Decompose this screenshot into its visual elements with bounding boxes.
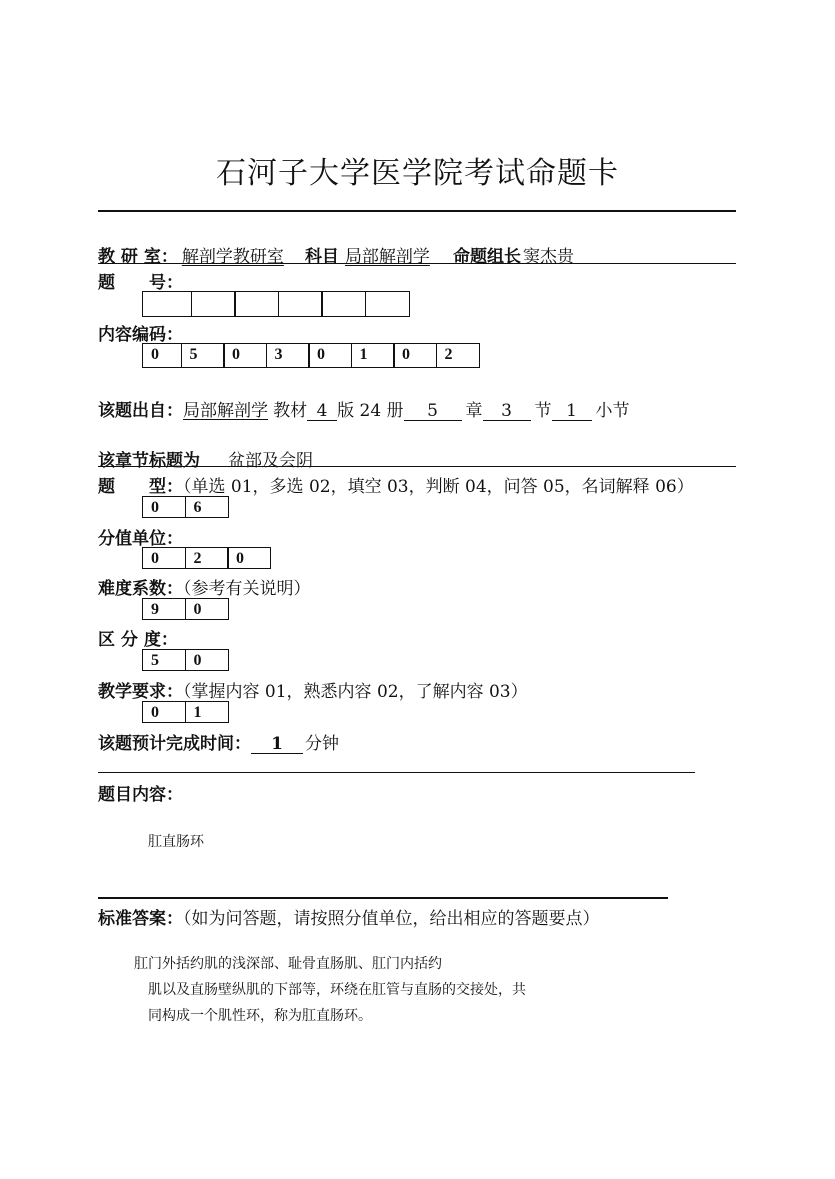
discrimination-cell: 0 [185,649,229,671]
header-row [98,242,736,267]
subject-value: 局部解剖学 [344,247,430,267]
code-cell: 0 [223,343,267,368]
page-title: 石河子大学医学院考试命题卡 [216,156,619,191]
score-label: 分值单位： [98,529,183,549]
time-unit: 分钟 [305,734,339,754]
time-value: 1 [251,735,303,754]
content-divider [98,772,695,773]
difficulty-cell: 9 [142,598,186,620]
leader-label: 命题组长 [453,247,522,267]
qnum-cell [191,291,236,317]
source-text: 节 [534,401,552,421]
requirement-boxes [142,701,229,723]
discrimination-boxes [142,649,229,671]
difficulty-row [98,574,311,599]
answer-label: 标准答案： [98,909,183,929]
chapter-title-label: 该章节标题为 [98,451,200,471]
code-cell: 0 [308,343,352,368]
subject-label: 科目 [304,247,339,267]
requirement-cell: 1 [185,701,229,723]
requirement-hint: （掌握内容 01，熟悉内容 02，了解内容 03） [183,682,528,702]
requirement-cell: 0 [142,701,186,723]
qtype-boxes [142,496,229,518]
discrimination-cell: 5 [142,649,186,671]
dept-label: 教 研 室： [98,247,178,267]
qnum-cell [234,291,279,317]
answer-row [98,904,600,929]
source-label: 该题出自： [98,401,183,421]
subsection-blank: 1 [552,402,592,421]
qnum-cell [278,291,323,317]
time-label: 该题预计完成时间： [98,734,251,754]
requirement-label: 教学要求： [98,682,183,702]
qtype-row [98,472,694,497]
source-row [98,396,630,421]
time-row [98,729,339,754]
edition-blank: 4 [307,402,337,421]
qtype-hint: （单选 01，多选 02，填空 03，判断 04，问答 05，名词解释 06） [183,477,694,497]
content-text: 肛直肠环 [148,834,204,850]
answer-line: 肛门外括约肌的浅深部、耻骨直肠肌、肛门内括约 [134,956,442,972]
difficulty-boxes [142,598,229,620]
content-label: 题目内容： [98,785,183,805]
answer-line: 同构成一个肌性环，称为肛直肠环。 [148,1008,372,1024]
qnum-boxes [142,291,410,317]
chapter-title-row [98,446,736,471]
code-cell: 2 [436,343,480,368]
discrimination-label: 区 分 度： [98,630,178,650]
difficulty-cell: 0 [185,598,229,620]
dept-value: 解剖学教研室 [181,247,284,267]
qnum-label: 题 号： [98,273,183,293]
qnum-cell [365,291,410,317]
source-text: 章 [465,401,483,421]
qtype-cell: 0 [142,496,186,518]
code-boxes [142,343,480,368]
answer-divider [98,897,668,899]
qtype-cell: 6 [185,496,229,518]
difficulty-label: 难度系数： [98,579,183,599]
chapter-title-value: 盆部及会阴 [228,451,313,471]
code-cell: 0 [142,343,182,368]
qnum-cell [321,291,366,317]
answer-hint: （如为问答题，请按照分值单位，给出相应的答题要点） [183,909,600,929]
score-cell: 0 [227,547,271,569]
score-cell: 2 [185,547,229,569]
score-cell: 0 [142,547,186,569]
qtype-label: 题 型： [98,477,183,497]
source-text: 教材 [273,401,308,421]
source-text: 版 24 册 [337,401,404,421]
code-label: 内容编码： [98,325,183,345]
requirement-row [98,677,528,702]
code-cell: 3 [266,343,310,368]
chapter-blank: 5 [404,402,462,421]
code-cell: 0 [393,343,437,368]
source-book: 局部解剖学 [183,401,268,421]
score-boxes [142,547,271,569]
source-text: 小节 [595,401,630,421]
section-blank: 3 [483,402,531,421]
leader-value: 窦杰贵 [523,247,575,267]
qnum-cell [142,291,192,317]
title-divider [98,210,736,212]
code-cell: 5 [181,343,225,368]
difficulty-hint: （参考有关说明） [183,579,311,599]
code-cell: 1 [351,343,395,368]
answer-line: 肌以及直肠壁纵肌的下部等，环绕在肛管与直肠的交接处，共 [148,982,526,998]
